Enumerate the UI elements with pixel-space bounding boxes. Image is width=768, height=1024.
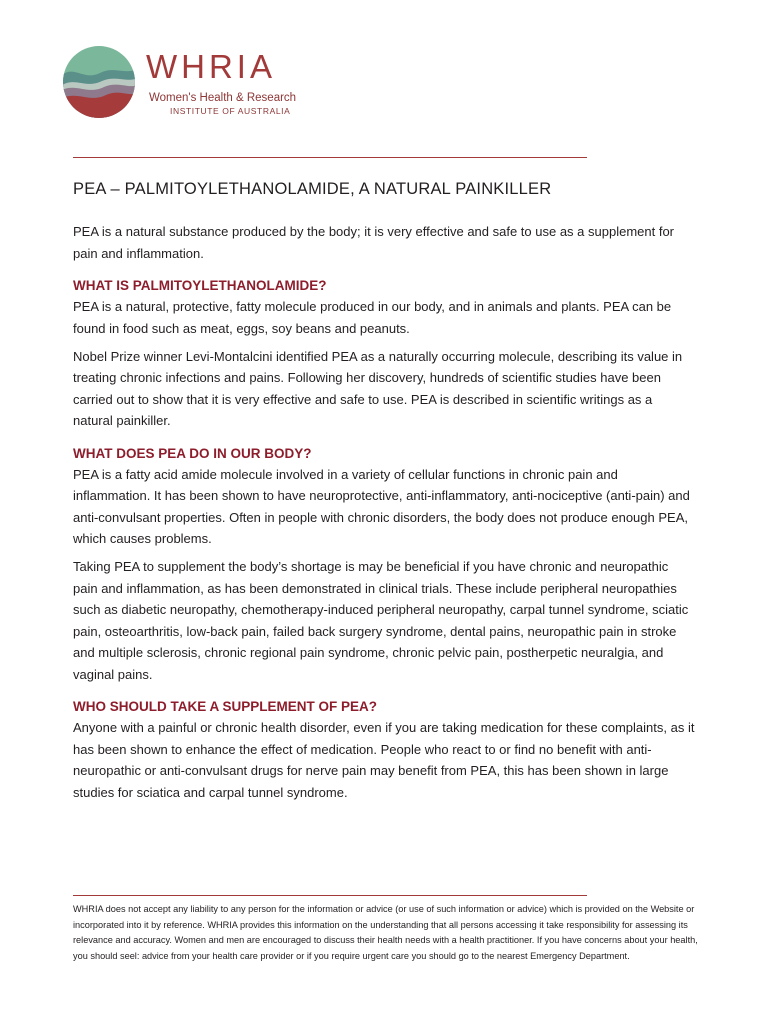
- footer-disclaimer: WHRIA does not accept any liability to any person for the information or advice (or use of such information or advice) which is provided on the Website or incorporated into it by reference. WHRIA provides this information on the understanding that all persons accessing it take responsibility for assessing its relevance and accuracy. Women and men are encouraged to discuss their health needs with a health practitioner. If you have concerns about your health, you should seel: advice from your health care provider or if you require urgent care you should go to the nearest Emergency Department.: [73, 904, 698, 961]
- section-paragraph: Nobel Prize winner Levi-Montalcini identified PEA as a naturally occurring molecule, describing its value in treating chronic infections and pains. Following her discovery, hundreds of scientific studies have been carried out to show that it is very effective and safe to use. PEA is described in scientific writings as a natural painkiller.: [73, 348, 683, 428]
- section-paragraph: Anyone with a painful or chronic health disorder, even if you are taking medication for these complaints, as it has been shown to enhance the effect of medication. People who react to or find no benefit with anti-neuropathic or anti-convulsant drugs for nerve pain may benefit from PEA, this has been shown in large studies for sciatica and carpal tunnel syndrome.: [73, 720, 695, 800]
- section-paragraph: Taking PEA to supplement the body’s shortage is may be beneficial if you have chronic and neuropathic pain and inflammation, as has been demonstrated in clinical trials. These include peripheral neuropathies such as diabetic neuropathy, chemotherapy-induced peripheral neuropathy, carpal tunnel syndrome, sciatic pain, osteoarthritis, low-back pain, failed back surgery syndrome, dental pains, neuropathic pain in stroke and multiple sclerosis, chronic regional pain syndrome, chronic pelvic pain, postherpetic neuralgia, and vaginal pains.: [73, 559, 689, 682]
- section-who-should: [73, 697, 695, 803]
- header-divider: [73, 157, 587, 158]
- document-body: [73, 178, 695, 810]
- section-what-is: [73, 276, 695, 432]
- intro-paragraph: PEA is a natural substance produced by the body; it is very effective and safe to use as a supplement for pain and inflammation.: [73, 224, 675, 261]
- section-paragraph: PEA is a natural, protective, fatty molecule produced in our body, and in animals and plants. PEA can be found in food such as meat, eggs, soy beans and peanuts.: [73, 299, 672, 336]
- whria-logo-mark-icon: [62, 45, 138, 121]
- whria-logo: [62, 45, 322, 125]
- document-title: PEA – PALMITOYLETHANOLAMIDE, A NATURAL PAINKILLER: [73, 180, 552, 198]
- section-heading: WHAT IS PALMITOYLETHANOLAMIDE?: [73, 278, 327, 293]
- logo-brand-name: WHRIA: [146, 48, 276, 85]
- logo-tagline: Women's Health & Research: [149, 92, 297, 104]
- section-heading: WHAT DOES PEA DO IN OUR BODY?: [73, 445, 312, 461]
- section-paragraph: PEA is a fatty acid amide molecule involved in a variety of cellular functions in chronic pain and inflammation. It has been shown to have neuroprotective, anti-inflammatory, anti-nociceptive (anti-pain) and anti-convulsant properties. Often in people with chronic disorders, the body does not produce enough PEA, which causes problems.: [73, 466, 690, 546]
- logo-institute: INSTITUTE OF AUSTRALIA: [170, 106, 291, 116]
- footer-divider: [73, 895, 587, 896]
- section-heading: WHO SHOULD TAKE A SUPPLEMENT OF PEA?: [73, 699, 378, 714]
- section-what-does: [73, 444, 695, 686]
